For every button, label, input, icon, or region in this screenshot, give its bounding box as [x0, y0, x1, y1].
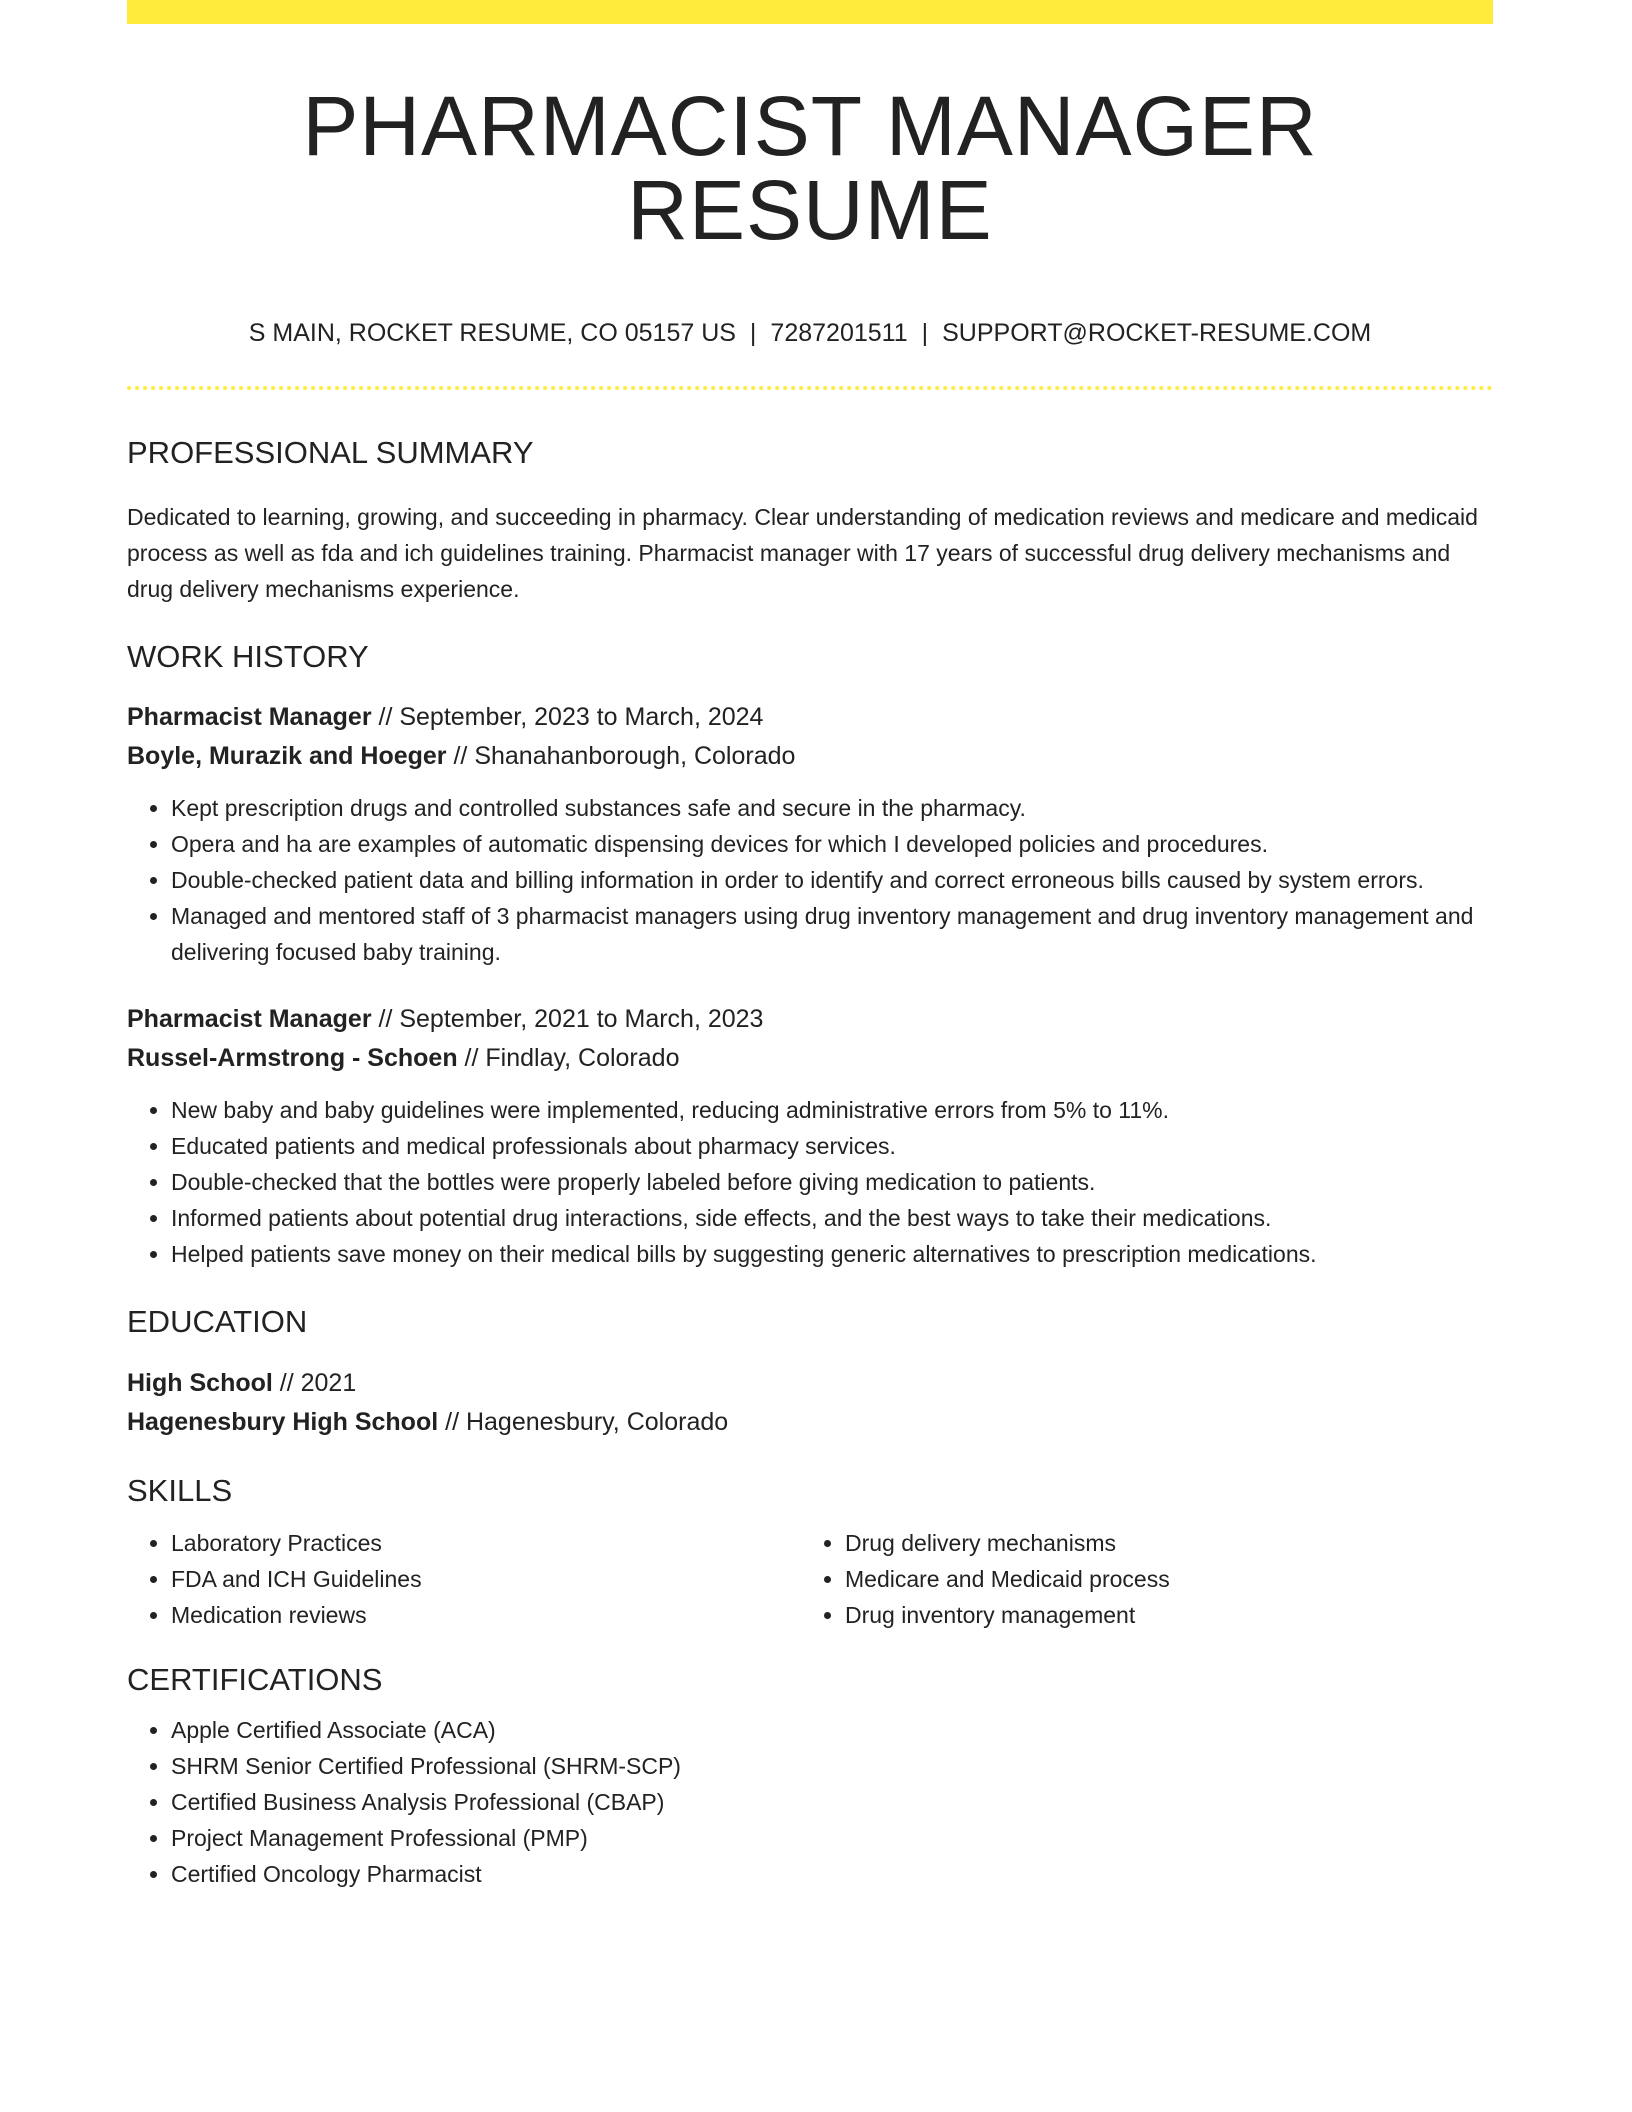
- contact-line: [127, 318, 1493, 348]
- job-title-line: [127, 1000, 1493, 1039]
- job-title: Pharmacist Manager: [127, 703, 372, 732]
- contact-phone: 7287201511: [770, 319, 908, 347]
- job-bullet: • New baby and baby guidelines were implemented, reducing administrative errors from 5% to 11%.: [171, 1092, 1493, 1128]
- job-entry: [127, 1000, 1493, 1272]
- job-bullet: • Opera and ha are examples of automatic dispensing devices for which I developed policies and procedures.: [171, 826, 1493, 862]
- certification-item: • Certified Business Analysis Professional (CBAP): [171, 1784, 1493, 1820]
- skills-column-left: [127, 1525, 801, 1633]
- contact-address: S MAIN, ROCKET RESUME, CO 05157 US: [248, 319, 736, 347]
- job-bullet: • Double-checked patient data and billing information in order to identify and correct erroneous bills caused by system errors.: [171, 862, 1493, 898]
- job-location: // Shanahanborough, Colorado: [446, 742, 796, 771]
- education-heading: EDUCATION: [127, 1304, 308, 1340]
- job-bullet: • Managed and mentored staff of 3 pharmacist managers using drug inventory management and drug inventory management and delivering focused baby training.: [171, 898, 1493, 970]
- skill-item: • Medicare and Medicaid process: [845, 1561, 1475, 1597]
- job-bullet-list: [127, 790, 1493, 970]
- summary-heading: PROFESSIONAL SUMMARY: [127, 435, 534, 470]
- skills-list: [801, 1525, 1475, 1633]
- education-degree-line: [127, 1364, 1493, 1403]
- certification-item: • Apple Certified Associate (ACA): [171, 1712, 1493, 1748]
- contact-separator: |: [749, 319, 757, 347]
- job-location: // Findlay, Colorado: [457, 1044, 680, 1073]
- skill-item: • Drug inventory management: [845, 1597, 1475, 1633]
- resume-page: [127, 0, 1493, 1892]
- contact-separator: |: [921, 319, 929, 347]
- education-school: Hagenesbury High School: [127, 1407, 439, 1436]
- skills-column-right: [801, 1525, 1475, 1633]
- skill-item: • FDA and ICH Guidelines: [171, 1561, 801, 1597]
- job-bullet: • Educated patients and medical professionals about pharmacy services.: [171, 1128, 1493, 1164]
- contact-email: SUPPORT@ROCKET-RESUME.COM: [942, 319, 1372, 347]
- job-dates: // September, 2021 to March, 2023: [371, 1005, 764, 1034]
- skill-item: • Medication reviews: [171, 1597, 801, 1633]
- certifications-heading: CERTIFICATIONS: [127, 1661, 383, 1697]
- work-history-heading: WORK HISTORY: [127, 639, 369, 675]
- job-bullet: • Informed patients about potential drug interactions, side effects, and the best ways to take their medications.: [171, 1200, 1493, 1236]
- job-company-line: [127, 737, 1493, 776]
- dotted-divider: [127, 386, 1493, 390]
- education-school-line: [127, 1403, 1493, 1442]
- job-company: Boyle, Murazik and Hoeger: [127, 742, 447, 771]
- job-company: Russel-Armstrong - Schoen: [127, 1044, 458, 1073]
- certification-item: • Project Management Professional (PMP): [171, 1820, 1493, 1856]
- education-year: // 2021: [272, 1368, 357, 1397]
- job-dates: // September, 2023 to March, 2024: [371, 703, 764, 732]
- skills-heading: SKILLS: [127, 1472, 233, 1508]
- job-bullet: • Helped patients save money on their medical bills by suggesting generic alternatives to prescription medications.: [171, 1236, 1493, 1272]
- skills-list: [127, 1525, 801, 1633]
- top-accent-bar: [127, 0, 1493, 24]
- certification-item: • SHRM Senior Certified Professional (SHRM-SCP): [171, 1748, 1493, 1784]
- job-company-line: [127, 1039, 1493, 1078]
- job-title-line: [127, 698, 1493, 737]
- certifications-list: [127, 1712, 1493, 1892]
- job-bullet: • Double-checked that the bottles were properly labeled before giving medication to patients.: [171, 1164, 1493, 1200]
- skill-item: • Drug delivery mechanisms: [845, 1525, 1475, 1561]
- job-entry: [127, 698, 1493, 970]
- resume-title: PHARMACIST MANAGER RESUME: [302, 79, 1318, 257]
- job-bullet: • Kept prescription drugs and controlled substances safe and secure in the pharmacy.: [171, 790, 1493, 826]
- job-title: Pharmacist Manager: [127, 1005, 372, 1034]
- summary-text: Dedicated to learning, growing, and succeeding in pharmacy. Clear understanding of medication reviews and medicare and medicaid process as well as fda and ich guidelines training. Pharmacist manager with 17 years of successful drug delivery mechanisms and drug delivery mechanisms experience.: [127, 504, 1478, 603]
- education-location: // Hagenesbury, Colorado: [438, 1407, 729, 1436]
- certification-item: • Certified Oncology Pharmacist: [171, 1856, 1493, 1892]
- job-bullet-list: [127, 1092, 1493, 1272]
- skills-columns: [127, 1525, 1493, 1633]
- skill-item: • Laboratory Practices: [171, 1525, 801, 1561]
- education-entry: [127, 1364, 1493, 1442]
- education-degree: High School: [127, 1368, 273, 1397]
